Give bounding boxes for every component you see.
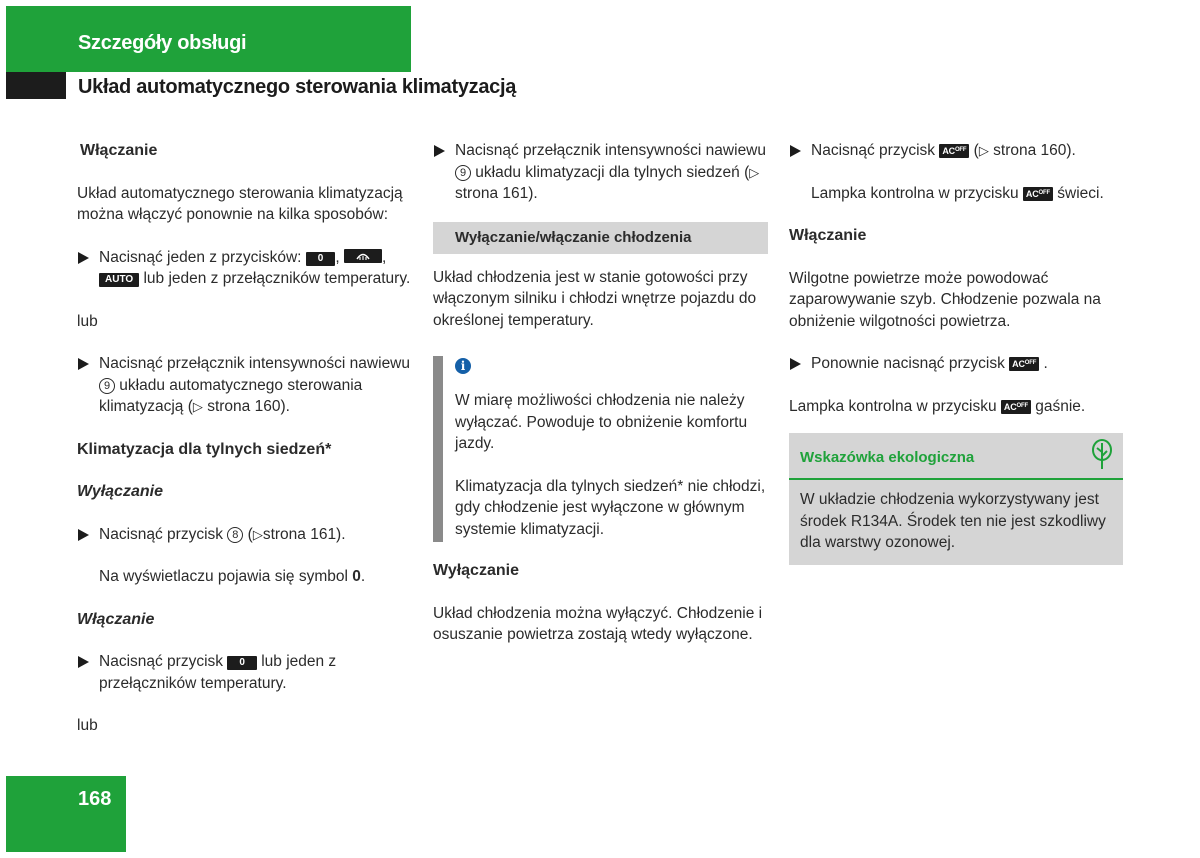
section-title: Szczegóły obsługi	[78, 32, 247, 54]
eco-tip-text: W układzie chłodzenia wykorzystywany jest środek R134A. Środek ten nie jest szkodliwy dla warstwy ozonowej.	[800, 491, 1106, 551]
key-0-icon: 0	[306, 252, 336, 266]
column-2	[433, 140, 768, 646]
info-paragraph-2: Klimatyzacja dla tylnych siedzeń* nie chłodzi, gdy chłodzenie jest wyłączone w głównym systemie klimatyzacji.	[455, 477, 766, 538]
bullet-rear-fan-switch: Nacisnąć przełącznik intensywności nawiewu 9 układu klimatyzacji dla tylnych siedzeń (▷ strona 161).	[433, 140, 768, 205]
arrow-bullet-icon	[790, 358, 801, 370]
section-bar-cooling: Wyłączanie/włączanie chłodzenia	[433, 222, 768, 254]
arrow-bullet-icon	[78, 358, 89, 370]
bullet-fan-switch: Nacisnąć przełącznik intensywności nawiewu 9 układu automatycznego sterowania klimatyzacją (▷ strona 160).	[77, 353, 412, 418]
defrost-key-icon	[344, 249, 382, 263]
info-paragraph-1: W miarę możliwości chłodzenia nie należy wyłączać. Powoduje to obniżenie komfortu jazdy.	[455, 392, 748, 452]
page-number: 168	[78, 788, 112, 810]
heading-wlaczanie-italic: Włączanie	[77, 610, 155, 628]
or-text: lub	[77, 717, 98, 734]
heading-wylaczanie-italic: Wyłączanie	[77, 483, 163, 500]
heading-wlaczanie: Włączanie	[789, 227, 867, 244]
humidity-paragraph: Wilgotne powietrze może powodować zaparowywanie szyb. Chłodzenie pozwala na obniżenie wilgotności powietrza.	[789, 269, 1101, 330]
lamp-on-note: Lampka kontrolna w przycisku $AC^{OFF}$ świeci.	[811, 184, 1104, 202]
page-ref-triangle-icon: ▷	[192, 399, 203, 414]
page-ref-triangle-icon: ▷	[252, 526, 263, 542]
bullet-press-acoff: Nacisnąć przycisk $AC^{OFF}$ (▷ strona 160).	[789, 140, 1123, 162]
key-auto-icon: AUTO	[99, 273, 139, 287]
arrow-bullet-icon	[78, 252, 89, 264]
tree-eco-icon	[1091, 439, 1113, 478]
eco-tip-box	[789, 433, 1123, 565]
bullet-press-8: Nacisnąć przycisk 8 (▷strona 161).	[77, 524, 412, 546]
arrow-bullet-icon	[790, 145, 801, 157]
ac-off-key-icon: $AC^{OFF}$	[1023, 187, 1053, 201]
display-note: Na wyświetlaczu pojawia się symbol 0.	[99, 568, 366, 585]
arrow-bullet-icon	[434, 145, 445, 157]
column-1	[77, 140, 412, 737]
circled-8-icon: 8	[227, 527, 243, 543]
off-paragraph: Układ chłodzenia można wyłączyć. Chłodzenie i osuszanie powietrza zostają wtedy wyłączone.	[433, 604, 763, 643]
info-box	[433, 356, 768, 542]
lamp-off-note: Lampka kontrolna w przycisku $AC^{OFF}$ gaśnie.	[789, 397, 1086, 415]
heading-wlaczanie: Włączanie	[80, 142, 158, 159]
or-text: lub	[77, 312, 98, 330]
heading-wylaczanie: Wyłączanie	[433, 562, 519, 579]
page-ref-triangle-icon: ▷	[749, 164, 760, 180]
ac-off-key-icon: $AC^{OFF}$	[939, 144, 969, 158]
eco-tip-header	[789, 433, 1123, 480]
intro-paragraph: Układ automatycznego sterowania klimatyzacją można włączyć ponownie na kilka sposobów:	[77, 184, 403, 223]
circled-9-icon: 9	[99, 378, 115, 394]
column-3	[789, 140, 1123, 565]
ac-off-key-icon: $AC^{OFF}$	[1009, 357, 1039, 371]
header-dark-band	[6, 72, 66, 99]
bullet-press-again: Ponownie nacisnąć przycisk $AC^{OFF}$ .	[789, 353, 1123, 375]
circled-9-icon: 9	[455, 165, 471, 181]
arrow-bullet-icon	[78, 529, 89, 541]
eco-tip-title: Wskazówka ekologiczna	[800, 449, 975, 466]
ac-off-key-icon: $AC^{OFF}$	[1001, 400, 1031, 414]
page-ref-triangle-icon: ▷	[978, 143, 989, 158]
bullet-press-button: Nacisnąć jeden z przycisków: 0 , , AUTO lub jeden z przełączników temperatury.	[77, 247, 412, 290]
bullet-press-0: Nacisnąć przycisk 0 lub jeden z przełączników temperatury.	[77, 651, 412, 694]
cooling-paragraph: Układ chłodzenia jest w stanie gotowości przy włączonym silniku i chłodzi wnętrze pojazdu do określonej temperatury.	[433, 268, 757, 329]
key-0-icon: 0	[227, 656, 257, 670]
info-icon: i	[455, 358, 471, 374]
display-symbol: 0	[352, 568, 361, 585]
heading-rear-ac: Klimatyzacja dla tylnych siedzeń*	[77, 440, 332, 458]
page-title: Układ automatycznego sterowania klimatyzacją	[78, 76, 517, 98]
arrow-bullet-icon	[78, 656, 89, 668]
